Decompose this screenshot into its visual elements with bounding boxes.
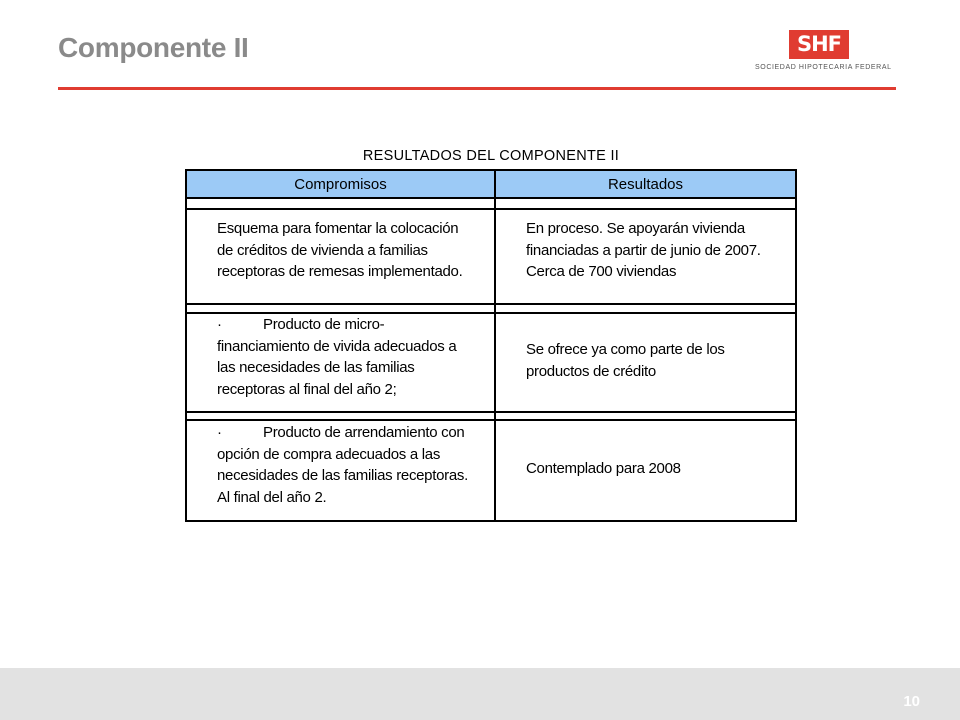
row-divider xyxy=(187,208,795,210)
text-line: Producto de micro- xyxy=(263,316,385,333)
row-divider xyxy=(187,411,795,413)
table-row-1-resultado xyxy=(526,218,788,283)
text-line: las necesidades de las familias xyxy=(217,359,415,376)
column-header-compromisos: Compromisos xyxy=(294,176,387,193)
text-line: productos de crédito xyxy=(526,362,656,380)
text-line: opción de compra adecuados a las xyxy=(217,445,441,463)
column-header-resultados: Resultados xyxy=(607,176,684,193)
bullet-icon: · xyxy=(217,424,222,441)
text-line: receptoras al final del año 2; xyxy=(217,380,397,398)
text-line: receptoras de remesas implementado. xyxy=(217,263,463,280)
bullet-icon: · xyxy=(217,316,222,333)
text-line: Producto de arrendamiento con xyxy=(263,424,465,441)
table-row-2-compromiso xyxy=(217,314,492,400)
results-table xyxy=(185,169,797,522)
slide-title: Componente II xyxy=(58,32,249,63)
table-caption: RESULTADOS DEL COMPONENTE II xyxy=(362,148,620,164)
column-divider xyxy=(494,171,496,520)
row-divider xyxy=(187,419,795,421)
row-divider xyxy=(187,303,795,305)
table-row-3-compromiso xyxy=(217,422,492,508)
text-line: Cerca de 700 viviendas xyxy=(526,263,677,280)
text-line: Se ofrece ya como parte de los xyxy=(526,341,725,358)
shf-logo-subtitle: SOCIEDAD HIPOTECARIA FEDERAL xyxy=(755,64,892,71)
table-row-2-resultado xyxy=(526,339,788,382)
table-header-row xyxy=(187,171,795,199)
text-line: de créditos de vivienda a familias xyxy=(217,241,428,259)
table-row-3-resultado xyxy=(526,458,788,480)
text-line: En proceso. Se apoyarán vivienda xyxy=(526,220,745,237)
shf-logo xyxy=(755,30,895,80)
footer-bar xyxy=(0,668,960,720)
text-line: financiadas a partir de junio de 2007. xyxy=(526,241,761,259)
text-line: Contemplado para 2008 xyxy=(526,460,681,477)
text-line: Al final del año 2. xyxy=(217,488,327,506)
table-row-1-compromiso xyxy=(217,218,492,283)
shf-logo-mark: SHF xyxy=(789,30,849,59)
text-line: necesidades de las familias receptoras. xyxy=(217,467,468,484)
page-number: 10 xyxy=(903,693,920,710)
text-line: Esquema para fomentar la colocación xyxy=(217,220,459,237)
title-divider xyxy=(58,87,896,90)
text-line: financiamiento de vivida adecuados a xyxy=(217,337,457,355)
